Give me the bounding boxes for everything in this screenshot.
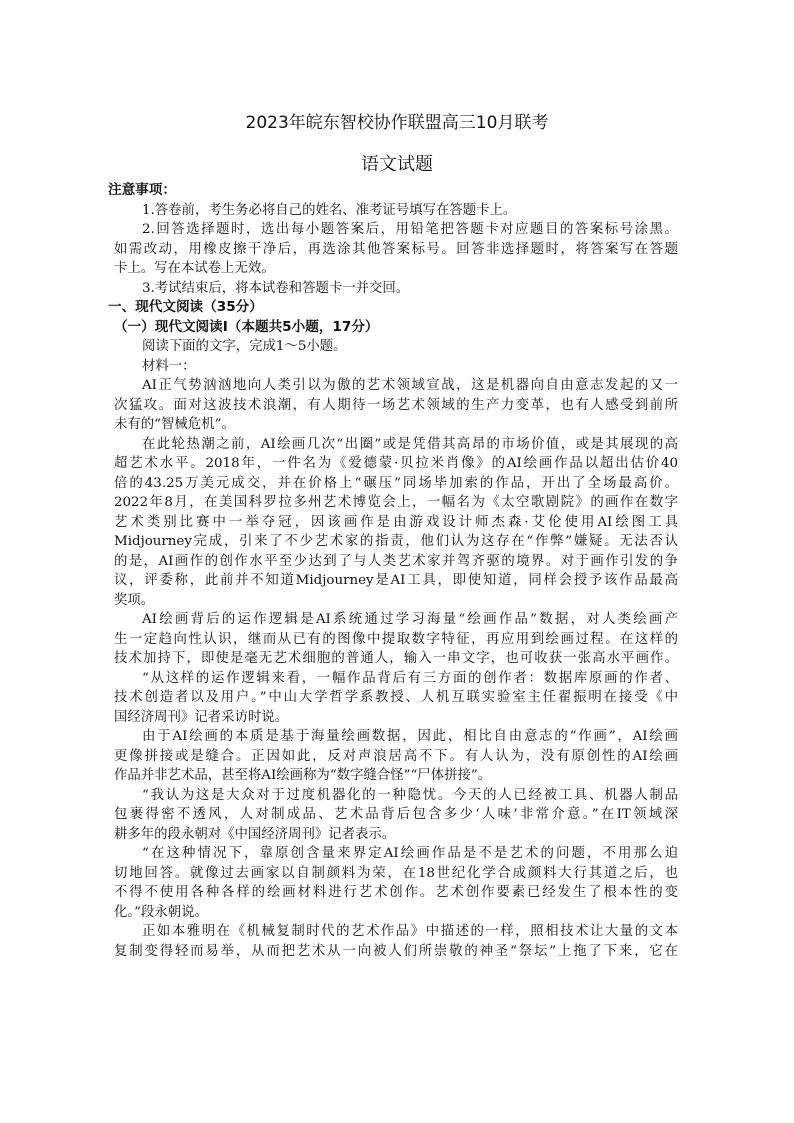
body-line: AI正气势汹汹地向人类引以为傲的艺术领域宣战，这是机器向自由意志发起的又一 xyxy=(142,378,678,393)
body-line: “在这种情况下，靠原创含量来界定AI绘画作品是不是艺术的问题，不用那么迫 xyxy=(142,846,678,861)
notice-item: 如需改动，用橡皮擦干净后，再选涂其他答案标号。回答非选择题时，将答案写在答题 xyxy=(114,241,678,257)
body-line: 未有的“智械危机”。 xyxy=(114,417,235,432)
body-line: 更像拼接或是缝合。正因如此，反对声浪居高不下。有人认为，没有原创性的AI绘画 xyxy=(114,748,678,764)
body-line: 超艺术水平。2018年，一件名为《爱德蒙·贝拉米肖像》的AI绘画作品以超出估价40 xyxy=(114,456,678,471)
body-line: 生一定趋向性认识，继而从已有的图像中提取数字特征，再应用到绘画过程。在这样的 xyxy=(114,631,678,647)
notice-item: 3.考试结束后，将本试卷和答题卡一并交回。 xyxy=(142,280,410,296)
body-line: 技术加持下，即使是毫无艺术细胞的普通人，输入一串文字，也可收获一张高水平画作。 xyxy=(114,651,678,666)
body-line: 作品并非艺术品，甚至将AI绘画称为“数字缝合怪”“尸体拼接”。 xyxy=(114,768,492,783)
exam-content xyxy=(108,181,678,961)
reading-instruction: 阅读下面的文字，完成1～5小题。 xyxy=(142,339,347,354)
subject-title: 语文试题 xyxy=(361,154,433,175)
notice-item: 2.回答选择题时，选出每小题答案后，用铅笔把答题卡对应题目的答案标号涂黑。 xyxy=(142,222,678,237)
body-line: 在此轮热潮之前，AI绘画几次“出圈”或是凭借其高昂的市场价值，或是其展现的高 xyxy=(142,436,678,452)
body-line: 包裹得密不透风，人对制成品、艺术品背后包含多少‘人味’非常介意。”在IT领域深 xyxy=(114,807,678,822)
section-subheading: （一）现代文阅读Ⅰ（本题共5小题，17分） xyxy=(114,318,379,335)
body-line: 艺术类别比赛中一举夺冠，因该画作是由游戏设计师杰森·艾伦使用AI绘图工具 xyxy=(114,514,678,530)
body-line: 技术创造者以及用户。”中山大学哲学系教授、人机互联实验室主任翟振明在接受《中 xyxy=(114,690,678,705)
notice-item: 1.答卷前，考生务必将自己的姓名、准考证号填写在答题卡上。 xyxy=(142,202,517,218)
body-line: “从这样的运作逻辑来看，一幅作品背后有三方面的创作者：数据库原画的作者、 xyxy=(142,670,678,686)
body-line: 耕多年的段永朝对《中国经济周刊》记者表示。 xyxy=(114,826,396,842)
body-line: 的是，AI画作的创作水平至少达到了与人类艺术家并驾齐驱的境界。对于画作引发的争 xyxy=(114,553,678,569)
body-line: 倍的43.25万美元成交，并在价格上“碾压”同场毕加索的作品，开出了全场最高价。 xyxy=(114,475,678,491)
body-line: 化。”段永朝说。 xyxy=(114,904,208,920)
body-line: 次猛攻。面对这波技术浪潮，有人期待一场艺术领域的生产力变革，也有人感受到前所 xyxy=(114,397,678,413)
notice-item: 卡上。写在本试卷上无效。 xyxy=(114,261,275,276)
body-line: 2022年8月，在美国科罗拉多州艺术博览会上，一幅名为《太空歌剧院》的画作在数字 xyxy=(114,495,678,510)
material-label: 材料一： xyxy=(142,358,196,374)
body-line: 由于AI绘画的本质是基于海量绘画数据，因此，相比自由意志的“作画”，AI绘画 xyxy=(142,729,678,744)
section-heading: 一、现代文阅读（35分） xyxy=(108,299,263,315)
notice-heading: 注意事项： xyxy=(108,182,176,198)
body-line: 切地回答。就像过去画家以自制颜料为荣，在18世纪化学合成颜料大行其道之后，也 xyxy=(114,865,678,881)
body-line: AI绘画背后的运作逻辑是AI系统通过学习海量“绘画作品”数据，对人类绘画产 xyxy=(142,612,678,627)
body-line: 议，评委称，此前并不知道Midjourney是AI工具，即使知道，同样会授予该作品最高 xyxy=(114,573,678,588)
body-line: 复制变得轻而易举，从而把艺术从一向被人们所崇敬的神圣“祭坛”上拖了下来，它在 xyxy=(114,943,678,959)
exam-title: 2023年皖东智校协作联盟高三10月联考 xyxy=(245,113,549,133)
body-line: Midjourney完成，引来了不少艺术家的指责，他们认为这存在“作弊”嫌疑。无法否认 xyxy=(114,534,678,549)
body-line: 国经济周刊》记者采访时说。 xyxy=(114,709,289,725)
body-line: 正如本雅明在《机械复制时代的艺术作品》中描述的一样，照相技术让大量的文本 xyxy=(142,924,678,939)
body-line: 奖项。 xyxy=(114,592,155,608)
body-line: “我认为这是大众对于过度机器化的一种隐忧。今天的人已经被工具、机器人制品 xyxy=(142,787,678,803)
body-line: 不得不使用各种各样的绘画材料进行艺术创作。艺术创作要素已经发生了根本性的变 xyxy=(114,885,678,900)
